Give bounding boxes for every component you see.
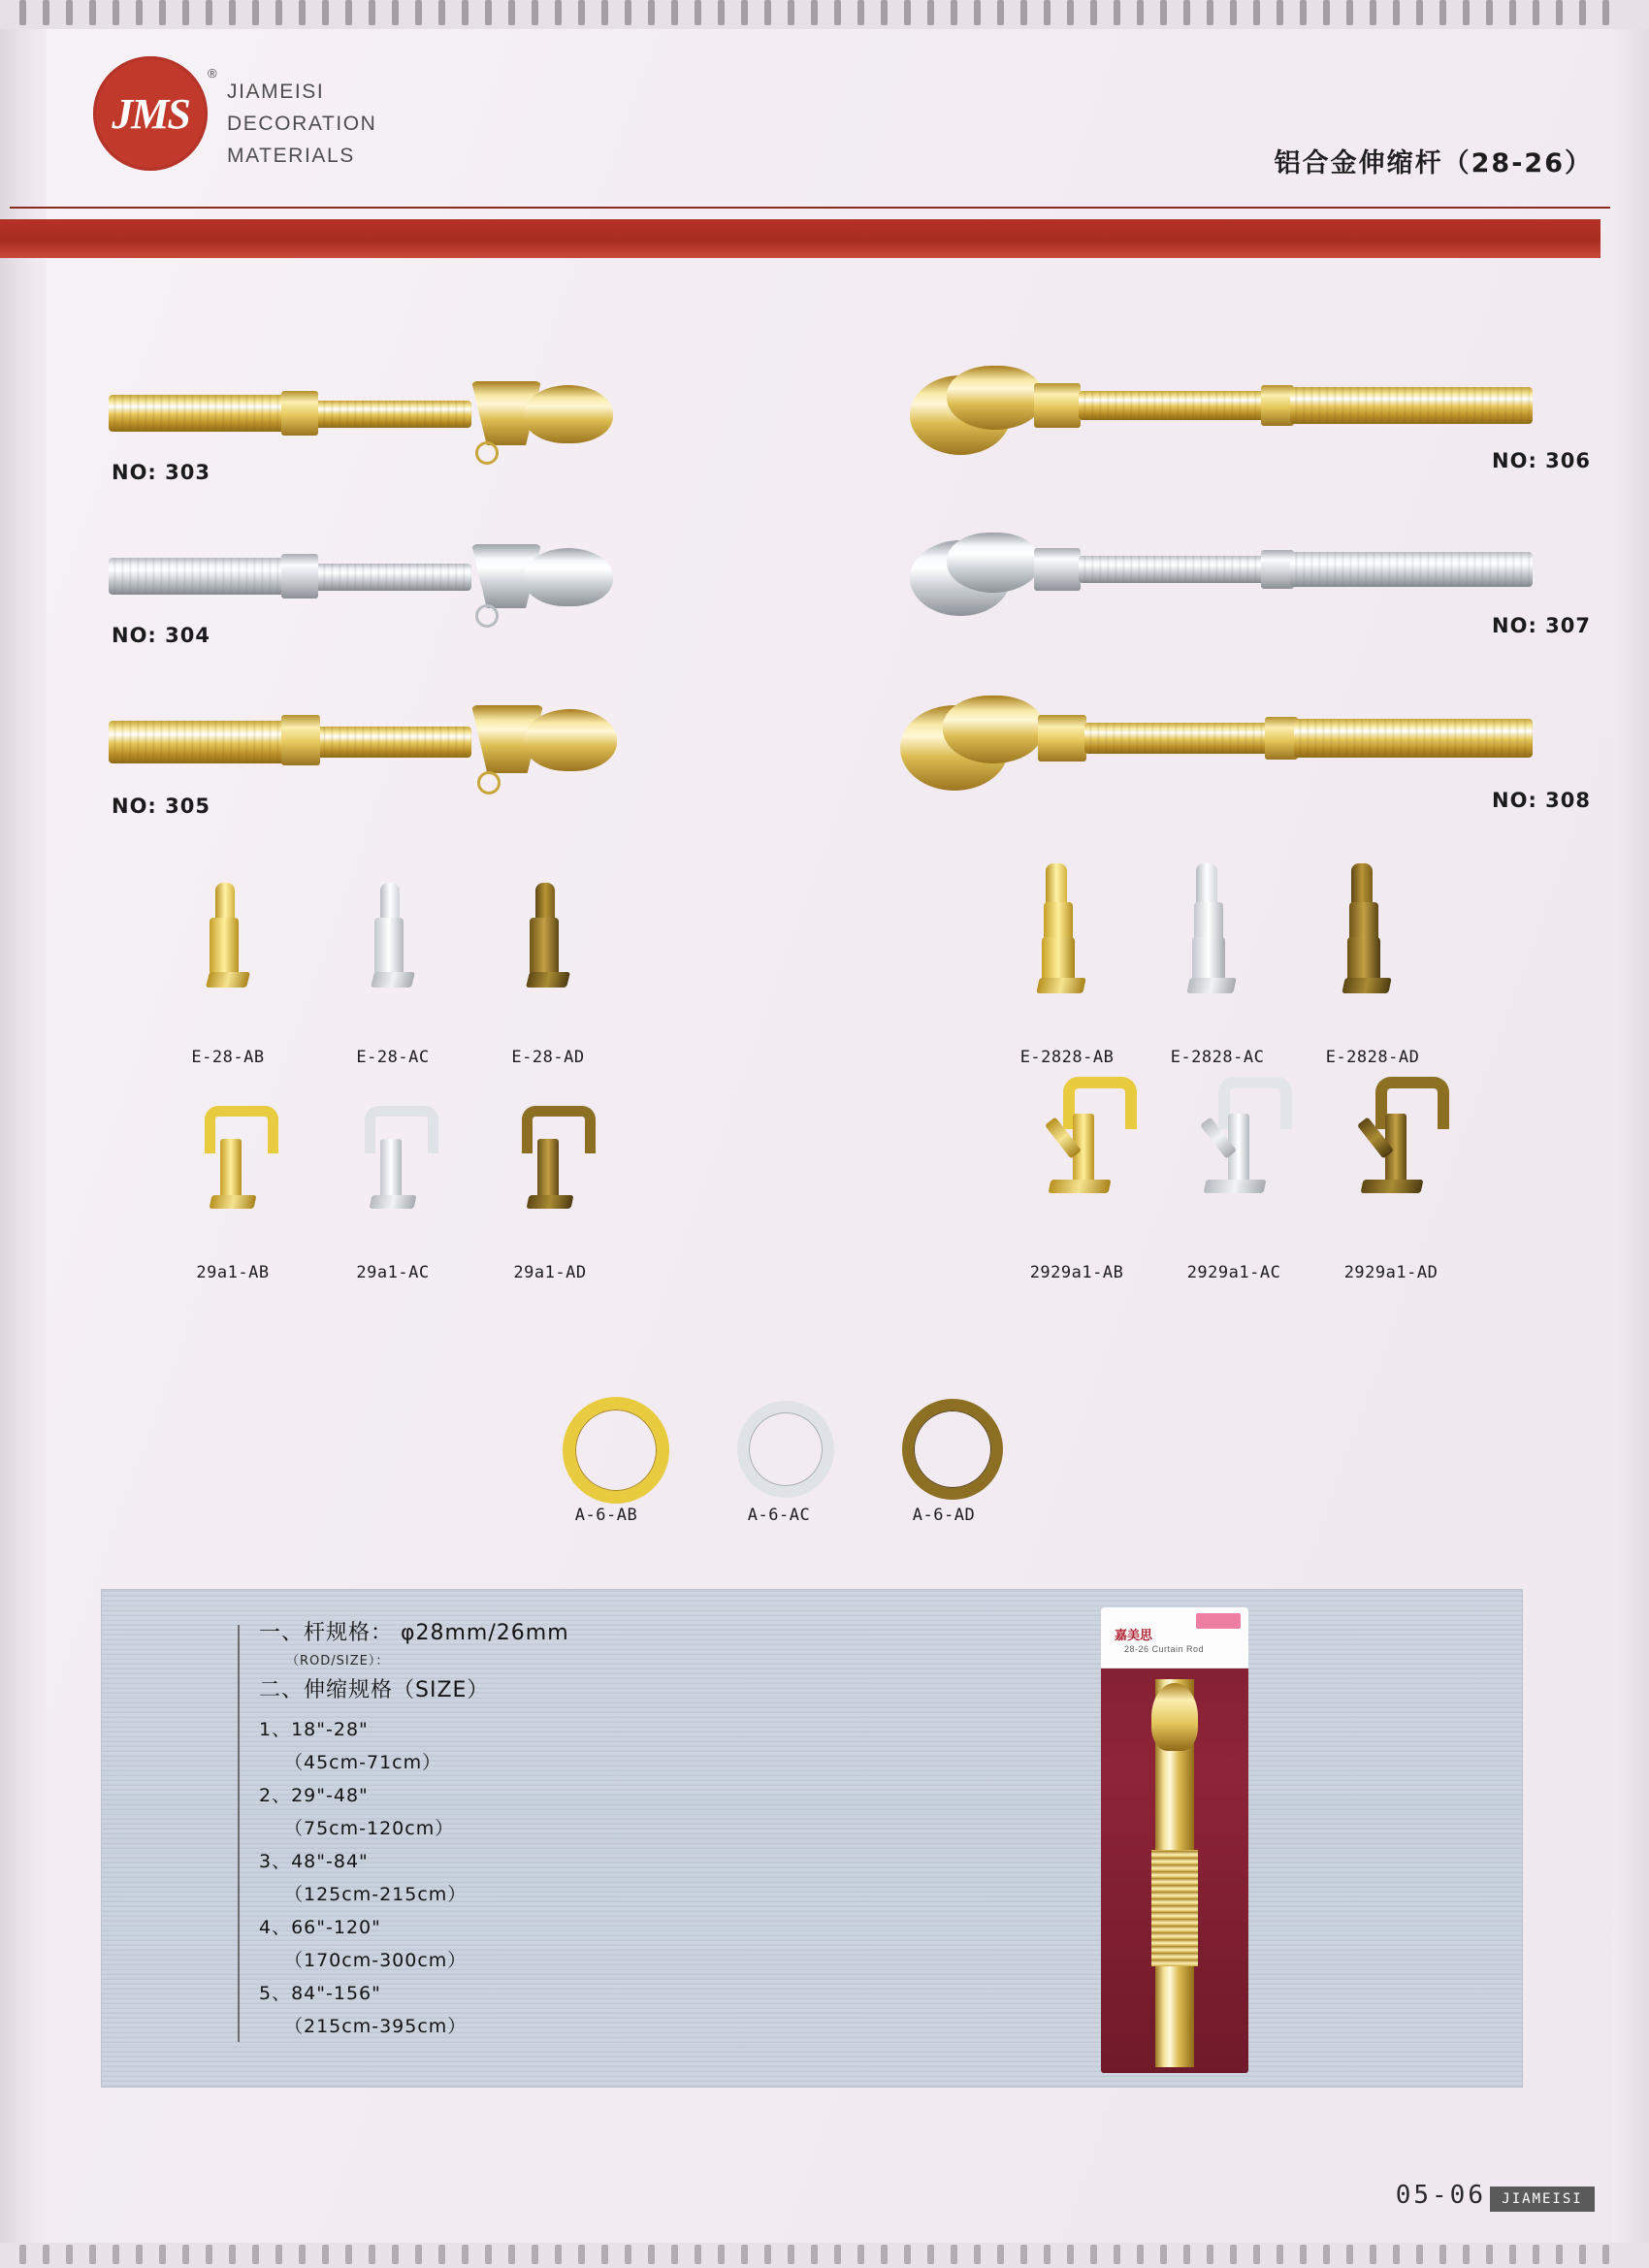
spiral-hole	[578, 2245, 585, 2264]
bracket-29a1-AC	[359, 1106, 427, 1242]
spec-item-3-metric: （125cm-215cm）	[284, 1884, 468, 1905]
spiral-hole	[1067, 0, 1074, 25]
spiral-hole	[532, 2245, 538, 2264]
spec-item-2-label: 2、29"-48"	[259, 1785, 369, 1806]
spiral-hole	[1370, 2245, 1376, 2264]
rod-shaft-inner	[1079, 556, 1269, 583]
bracket-gallery	[0, 892, 1649, 1377]
spiral-hole	[1509, 2245, 1516, 2264]
bracket-E-28-AD	[514, 883, 582, 1019]
spec-item-5-label: 5、84"-156"	[259, 1983, 381, 2004]
rod-shaft-outer	[1290, 552, 1533, 587]
spiral-hole	[1463, 2245, 1470, 2264]
spiral-hole	[881, 0, 888, 25]
spiral-hole	[904, 0, 911, 25]
rod-collar	[1034, 383, 1081, 428]
rod-item-306	[854, 335, 1649, 480]
spiral-hole	[1277, 2245, 1283, 2264]
brand-line-1: JIAMEISI	[227, 81, 325, 103]
logo-monogram: JMS	[112, 89, 189, 138]
spiral-hole	[1137, 0, 1144, 25]
bracket-29a1-AD	[516, 1106, 584, 1242]
rod-shaft-inner	[1079, 391, 1269, 420]
spiral-hole	[1533, 2245, 1539, 2264]
rod-joint-collar	[1261, 385, 1294, 426]
spiral-hole	[695, 0, 701, 25]
spiral-hole	[532, 0, 538, 25]
registered-trademark-symbol: ®	[208, 66, 217, 81]
spiral-hole	[1370, 0, 1376, 25]
finial-acorn-cap	[947, 533, 1040, 593]
rod-gallery	[0, 344, 1649, 888]
spiral-hole	[275, 0, 282, 25]
spiral-hole	[299, 2245, 306, 2264]
spiral-hole	[322, 2245, 329, 2264]
spiral-hole	[904, 2245, 911, 2264]
finial-acorn-cap	[947, 366, 1044, 430]
spiral-hole	[438, 2245, 445, 2264]
spiral-hole	[508, 2245, 515, 2264]
specification-panel	[101, 1589, 1523, 2088]
spiral-hole	[159, 2245, 166, 2264]
spiral-hole	[229, 0, 236, 25]
spiral-hole	[1160, 0, 1167, 25]
spiral-hole	[1439, 2245, 1446, 2264]
spiral-hole	[485, 2245, 492, 2264]
rod-collar	[281, 554, 318, 599]
curtain-ring-row	[0, 1397, 1649, 1552]
bracket-label-2: E-28-AD	[511, 1048, 585, 1067]
spiral-hole	[392, 2245, 399, 2264]
rod-label-308: NO: 308	[1492, 789, 1591, 812]
rod-shaft-outer	[1290, 387, 1533, 424]
spiral-hole	[741, 0, 748, 25]
spiral-hole	[1486, 2245, 1493, 2264]
spiral-hole	[345, 0, 352, 25]
spiral-hole	[1114, 2245, 1120, 2264]
spiral-hole	[1323, 0, 1330, 25]
spiral-hole	[1090, 2245, 1097, 2264]
spiral-hole	[601, 0, 608, 25]
spiral-hole	[1300, 0, 1307, 25]
bracket-label-5: E-2828-AD	[1325, 1048, 1420, 1067]
ring-label-0: A-6-AB	[574, 1506, 638, 1525]
spiral-hole	[741, 2245, 748, 2264]
rod-shaft-outer	[109, 395, 293, 432]
spiral-hole	[89, 0, 96, 25]
rod-label-306: NO: 306	[1492, 449, 1591, 472]
package-brand-sub: 28-26 Curtain Rod	[1124, 1644, 1205, 1654]
spiral-hole	[1346, 2245, 1353, 2264]
spec-item-4-metric: （170cm-300cm）	[284, 1950, 468, 1971]
spiral-hole	[1416, 2245, 1423, 2264]
finial-eyelet	[475, 441, 499, 465]
spiral-hole	[1114, 0, 1120, 25]
spiral-hole	[415, 0, 422, 25]
bracket-label-7: 29a1-AC	[356, 1263, 430, 1282]
bracket-label-8: 29a1-AD	[513, 1263, 587, 1282]
spec-item-3-label: 3、48"-84"	[259, 1851, 369, 1872]
package-pink-tab	[1196, 1613, 1241, 1629]
ring-label-2: A-6-AD	[912, 1506, 976, 1525]
spec-item-2-metric: （75cm-120cm）	[284, 1818, 455, 1839]
rod-collar	[281, 715, 320, 765]
spec-item-4-label: 4、66"-120"	[259, 1917, 381, 1938]
rod-item-305	[0, 670, 795, 826]
spiral-hole	[1579, 2245, 1586, 2264]
spiral-hole	[648, 2245, 655, 2264]
spiral-hole	[19, 2245, 26, 2264]
spiral-hole	[1416, 0, 1423, 25]
spiral-hole	[974, 2245, 981, 2264]
spiral-hole	[788, 2245, 794, 2264]
spiral-hole	[1277, 0, 1283, 25]
spiral-hole	[1183, 0, 1190, 25]
spiral-hole	[136, 2245, 143, 2264]
spiral-hole	[625, 2245, 631, 2264]
spiral-hole	[322, 0, 329, 25]
page-header	[0, 29, 1649, 184]
rod-shaft-outer	[109, 558, 293, 595]
brand-line-3: MATERIALS	[227, 145, 355, 167]
spiral-hole	[438, 0, 445, 25]
spiral-hole	[834, 2245, 841, 2264]
spiral-hole	[113, 2245, 119, 2264]
spiral-hole	[43, 2245, 49, 2264]
spiral-hole	[229, 2245, 236, 2264]
spiral-binding-top	[0, 0, 1649, 29]
rod-shaft-outer	[109, 721, 293, 763]
spiral-hole	[1230, 0, 1237, 25]
bracket-E-28-AC	[359, 883, 427, 1019]
spiral-hole	[1044, 0, 1051, 25]
spiral-hole	[299, 0, 306, 25]
spiral-hole	[462, 0, 469, 25]
spiral-hole	[671, 2245, 678, 2264]
spiral-hole	[252, 2245, 259, 2264]
spiral-hole	[1044, 2245, 1051, 2264]
spiral-hole	[857, 0, 864, 25]
spiral-hole	[19, 0, 26, 25]
spiral-hole	[764, 2245, 771, 2264]
rod-label-305: NO: 305	[112, 794, 210, 818]
bracket-label-4: E-2828-AC	[1170, 1048, 1265, 1067]
spiral-hole	[508, 0, 515, 25]
spiral-hole	[392, 0, 399, 25]
spiral-hole	[1020, 2245, 1027, 2264]
bracket-label-6: 29a1-AB	[196, 1263, 270, 1282]
spiral-hole	[1463, 0, 1470, 25]
spiral-hole	[1439, 0, 1446, 25]
brand-line-2: DECORATION	[227, 113, 377, 135]
spiral-hole	[182, 2245, 189, 2264]
spec-divider-line	[238, 1625, 240, 2042]
spec-item-5-metric: （215cm-395cm）	[284, 2016, 468, 2037]
spiral-hole	[43, 0, 49, 25]
spiral-hole	[1253, 0, 1260, 25]
spiral-hole	[252, 0, 259, 25]
ring-A-6-AD	[902, 1399, 1003, 1500]
spec-rod-size-line: 一、杆规格： φ28mm/26mm	[259, 1621, 569, 1645]
brand-name-block	[227, 76, 376, 172]
spiral-hole	[1509, 0, 1516, 25]
spiral-hole	[718, 2245, 725, 2264]
spiral-hole	[182, 0, 189, 25]
rod-item-303	[0, 344, 795, 490]
spiral-hole	[1486, 0, 1493, 25]
ring-A-6-AB	[563, 1397, 669, 1504]
spiral-hole	[89, 2245, 96, 2264]
spiral-hole	[275, 2245, 282, 2264]
spec-item-1-metric: （45cm-71cm）	[284, 1752, 442, 1773]
rod-collar	[1034, 548, 1081, 591]
bracket-2929a1-AD	[1348, 1077, 1441, 1242]
finial-dome	[524, 548, 613, 606]
spiral-hole	[927, 0, 934, 25]
bracket-29a1-AB	[199, 1106, 267, 1242]
spiral-hole	[555, 0, 562, 25]
spiral-hole	[1253, 2245, 1260, 2264]
spiral-hole	[1090, 0, 1097, 25]
spiral-hole	[1207, 0, 1213, 25]
spiral-hole	[1067, 2245, 1074, 2264]
spiral-hole	[1020, 0, 1027, 25]
rod-label-307: NO: 307	[1492, 614, 1591, 637]
brand-logo-mark	[93, 56, 208, 171]
spiral-hole	[834, 0, 841, 25]
spiral-hole	[881, 2245, 888, 2264]
spiral-hole	[1183, 2245, 1190, 2264]
spiral-hole	[206, 2245, 212, 2264]
bracket-label-10: 2929a1-AC	[1186, 1263, 1281, 1282]
spiral-hole	[951, 2245, 957, 2264]
header-color-band	[0, 219, 1600, 258]
spiral-hole	[1230, 2245, 1237, 2264]
package-header-card	[1101, 1607, 1248, 1669]
rod-item-304	[0, 507, 795, 653]
bracket-2929a1-AC	[1191, 1077, 1284, 1242]
rod-collar	[1038, 715, 1086, 761]
spiral-hole	[369, 0, 375, 25]
bracket-label-11: 2929a1-AD	[1343, 1263, 1439, 1282]
spiral-hole	[578, 0, 585, 25]
ring-label-1: A-6-AC	[747, 1506, 811, 1525]
spiral-hole	[485, 0, 492, 25]
rod-collar	[281, 391, 318, 436]
page-number: 05-06	[1395, 2181, 1486, 2210]
rod-item-307	[854, 500, 1649, 645]
spiral-hole	[788, 0, 794, 25]
bracket-E-28-AB	[194, 883, 262, 1019]
rod-shaft-outer	[1294, 719, 1533, 758]
finial-dome	[524, 709, 617, 771]
bracket-2929a1-AB	[1036, 1077, 1129, 1242]
bracket-E-2828-AC	[1179, 863, 1256, 1019]
spiral-hole	[1137, 2245, 1144, 2264]
spiral-hole	[159, 0, 166, 25]
rod-item-308	[854, 666, 1649, 822]
bracket-label-9: 2929a1-AB	[1029, 1263, 1124, 1282]
spiral-hole	[671, 0, 678, 25]
spiral-hole	[974, 0, 981, 25]
spiral-hole	[1207, 2245, 1213, 2264]
spiral-hole	[1346, 0, 1353, 25]
spiral-binding-bottom	[0, 2243, 1649, 2268]
spiral-hole	[345, 2245, 352, 2264]
spec-size-heading: 二、伸缩规格（SIZE）	[259, 1678, 490, 1702]
spiral-hole	[415, 2245, 422, 2264]
spiral-hole	[113, 0, 119, 25]
spiral-hole	[811, 2245, 818, 2264]
rod-joint-collar	[1261, 550, 1294, 589]
spiral-hole	[1533, 0, 1539, 25]
package-rod-finial	[1151, 1683, 1198, 1751]
spiral-hole	[66, 0, 73, 25]
spiral-hole	[1300, 2245, 1307, 2264]
package-brand-cn: 嘉美思	[1115, 1629, 1153, 1643]
spiral-hole	[625, 0, 631, 25]
finial-eyelet	[477, 771, 501, 794]
spiral-hole	[997, 2245, 1004, 2264]
package-rod-spring	[1151, 1850, 1198, 1966]
spiral-hole	[951, 0, 957, 25]
spiral-hole	[1556, 2245, 1563, 2264]
spec-text-block	[259, 1617, 996, 2043]
footer-brand-badge: JIAMEISI	[1490, 2187, 1595, 2212]
spec-item-1-label: 1、18"-28"	[259, 1719, 369, 1740]
spiral-hole	[811, 0, 818, 25]
ring-A-6-AC	[737, 1401, 834, 1498]
spiral-hole	[1602, 2245, 1609, 2264]
spiral-hole	[1579, 0, 1586, 25]
spiral-hole	[1556, 0, 1563, 25]
finial-acorn-cap	[943, 696, 1044, 763]
spiral-hole	[462, 2245, 469, 2264]
product-package-photo	[1101, 1607, 1248, 2073]
spiral-hole	[857, 2245, 864, 2264]
rod-label-304: NO: 304	[112, 624, 210, 647]
spec-rod-size-sub: （ROD/SIZE）：	[286, 1654, 390, 1669]
rod-label-303: NO: 303	[112, 461, 210, 484]
spiral-hole	[555, 2245, 562, 2264]
spiral-hole	[927, 2245, 934, 2264]
bracket-label-3: E-2828-AB	[1019, 1048, 1115, 1067]
spiral-hole	[1160, 2245, 1167, 2264]
rod-shaft-inner	[1084, 723, 1275, 754]
spiral-hole	[136, 0, 143, 25]
page-title: 铝合金伸缩杆（28-26）	[1274, 148, 1593, 178]
spiral-hole	[1323, 2245, 1330, 2264]
spiral-hole	[206, 0, 212, 25]
bracket-label-0: E-28-AB	[191, 1048, 265, 1067]
spiral-hole	[66, 2245, 73, 2264]
spiral-hole	[764, 0, 771, 25]
spiral-hole	[1602, 0, 1609, 25]
spiral-hole	[648, 0, 655, 25]
spiral-hole	[601, 2245, 608, 2264]
spiral-hole	[718, 0, 725, 25]
bracket-E-2828-AD	[1334, 863, 1411, 1019]
spiral-hole	[695, 2245, 701, 2264]
finial-dome	[524, 385, 613, 443]
finial-eyelet	[475, 604, 499, 628]
bracket-E-2828-AB	[1028, 863, 1106, 1019]
spiral-hole	[1393, 2245, 1400, 2264]
spiral-hole	[997, 0, 1004, 25]
rod-joint-collar	[1265, 717, 1298, 760]
spiral-hole	[369, 2245, 375, 2264]
header-rule	[10, 207, 1610, 209]
spiral-hole	[1393, 0, 1400, 25]
bracket-label-1: E-28-AC	[356, 1048, 430, 1067]
